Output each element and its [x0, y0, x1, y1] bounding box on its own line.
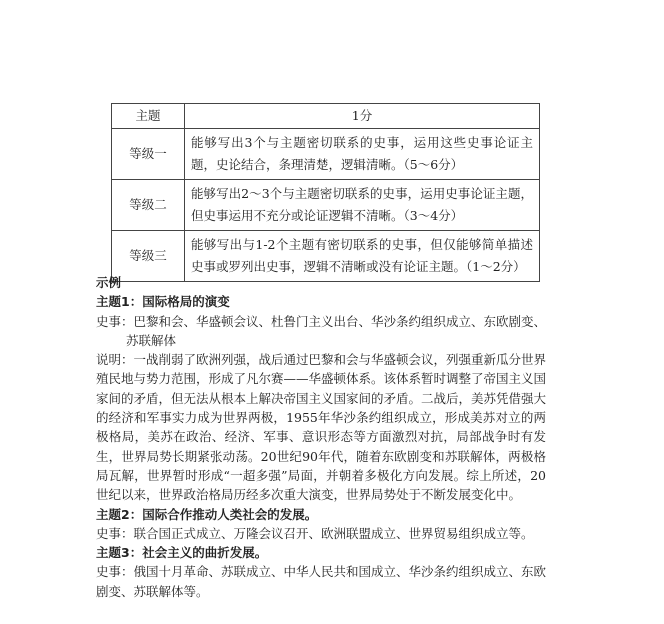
theme1-events: 史事：巴黎和会、华盛顿会议、杜鲁门主义出台、华沙条约组织成立、东欧剧变、	[96, 313, 547, 329]
header-theme: 主题	[112, 104, 185, 129]
example-heading: 示例	[96, 275, 122, 290]
theme1-events-continued: 苏联解体	[126, 332, 177, 348]
scoring-rubric-table	[111, 103, 540, 282]
theme3-events: 史事：俄国十月革命、苏联成立、中华人民共和国成立、华沙条约组织成立、东欧剧变、苏联解体等。	[96, 564, 547, 599]
table-row	[112, 129, 540, 180]
level-description: 能够写出与1-2个主题有密切联系的史事，但仅能够简单描述史事或罗列出史事，逻辑不清晰或没有论证主题。（1～2分）	[185, 231, 540, 282]
theme2-title: 主题2：国际合作推动人类社会的发展。	[96, 506, 318, 522]
level-description: 能够写出2～3个与主题密切联系的史事，运用史事论证主题，但史事运用不充分或论证逻辑不清晰。（3～4分）	[185, 180, 540, 231]
level-label: 等级三	[112, 231, 185, 282]
level-label: 等级二	[112, 180, 185, 231]
table-header-row	[112, 104, 540, 129]
theme2-events: 史事：联合国正式成立、万隆会议召开、欧洲联盟成立、世界贸易组织成立等。	[96, 525, 534, 541]
header-score: 1分	[185, 104, 540, 129]
level-description: 能够写出3个与主题密切联系的史事，运用这些史事论证主题，史论结合，条理清楚，逻辑清晰。（5～6分）	[185, 129, 540, 180]
theme1-explanation: 说明：一战削弱了欧洲列强，战后通过巴黎和会与华盛顿会议，列强重新瓜分世界殖民地与势力范围，形成了凡尔赛——华盛顿体系。该体系暂时调整了帝国主义国家间的矛盾，但无法从根本上解决帝国主义国家间的矛盾。二战后，美苏凭借强大的经济和军事实力成为世界两极，1955年华沙条约组织成立，形成美苏对立的两极格局，美苏在政治、经济、军事、意识形态等方面激烈对抗，局部战争时有发生，世界局势长期紧张动荡。20世纪90年代，随着东欧剧变和苏联解体，两极格局瓦解，世界暂时形成“一超多强”局面，并朝着多极化方向发展。综上所述，20世纪以来，世界政治格局历经多次重大演变，世界局势处于不断发展变化中。	[96, 352, 547, 503]
theme1-title: 主题1：国际格局的演变	[96, 294, 230, 310]
table-row	[112, 180, 540, 231]
theme3-title: 主题3：社会主义的曲折发展。	[96, 545, 268, 561]
level-label: 等级一	[112, 129, 185, 180]
example-section	[96, 273, 546, 601]
